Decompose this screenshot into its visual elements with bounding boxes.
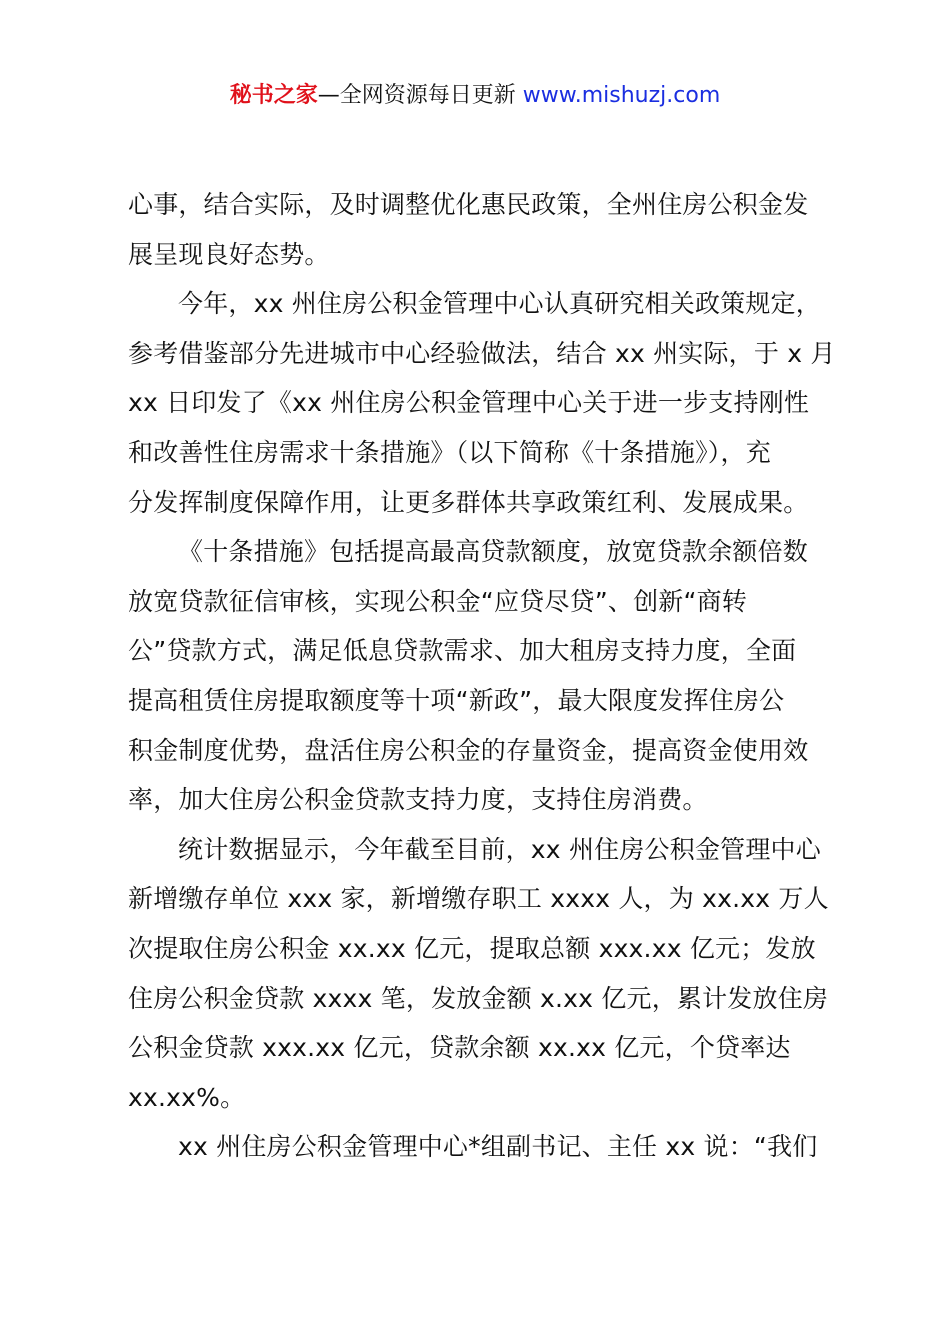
brand-name: 秘书之家 [229, 83, 318, 108]
text-line: 次提取住房公积金 xx.xx 亿元，提取总额 xxx.xx 亿元；发放 [128, 933, 816, 963]
text-line: 率，加大住房公积金贷款支持力度，支持住房消费。 [128, 785, 708, 815]
text-line: 参考借鉴部分先进城市中心经验做法，结合 xx 州实际，于 x 月 [128, 338, 836, 368]
text-line: 新增缴存单位 xxx 家，新增缴存职工 xxxx 人，为 xx.xx 万人 [128, 884, 829, 914]
text-line: 住房公积金贷款 xxxx 笔，发放金额 x.xx 亿元，累计发放住房 [128, 983, 829, 1013]
text-line: xx.xx%。 [128, 1082, 246, 1112]
text-line: 和改善性住房需求十条措施》（以下简称《十条措施》），充 [128, 437, 771, 467]
text-line: xx 日印发了《xx 州住房公积金管理中心关于进一步支持刚性 [128, 388, 810, 418]
article-body [128, 180, 834, 1172]
paragraph-start-line: 统计数据显示，今年截至目前，xx 州住房公积金管理中心 [178, 834, 821, 864]
page-header [0, 80, 950, 112]
text-line: 展呈现良好态势。 [128, 239, 330, 269]
header-slogan: —全网资源每日更新 [317, 83, 516, 108]
text-line: 分发挥制度保障作用，让更多群体共享政策红利、发展成果。 [128, 487, 809, 517]
text-line: 放宽贷款征信审核，实现公积金“应贷尽贷”、创新“商转 [128, 586, 748, 616]
text-line: 提高租赁住房提取额度等十项“新政”，最大限度发挥住房公 [128, 685, 785, 715]
paragraph-start-line: 《十条措施》包括提高最高贷款额度，放宽贷款余额倍数 [178, 537, 809, 567]
text-line: 心事，结合实际，及时调整优化惠民政策，全州住房公积金发 [128, 190, 809, 219]
text-line: 积金制度优势，盘活住房公积金的存量资金，提高资金使用效 [128, 735, 809, 765]
website-link[interactable]: www.mishuzj.com [515, 83, 721, 108]
text-line: 公”贷款方式，满足低息贷款需求、加大租房支持力度，全面 [128, 636, 797, 666]
paragraph-start-line: xx 州住房公积金管理中心*组副书记、主任 xx 说：“我们 [178, 1132, 818, 1162]
paragraph-start-line: 今年，xx 州住房公积金管理中心认真研究相关政策规定， [178, 289, 821, 319]
text-line: 公积金贷款 xxx.xx 亿元，贷款余额 xx.xx 亿元，个贷率达 [128, 1033, 791, 1063]
